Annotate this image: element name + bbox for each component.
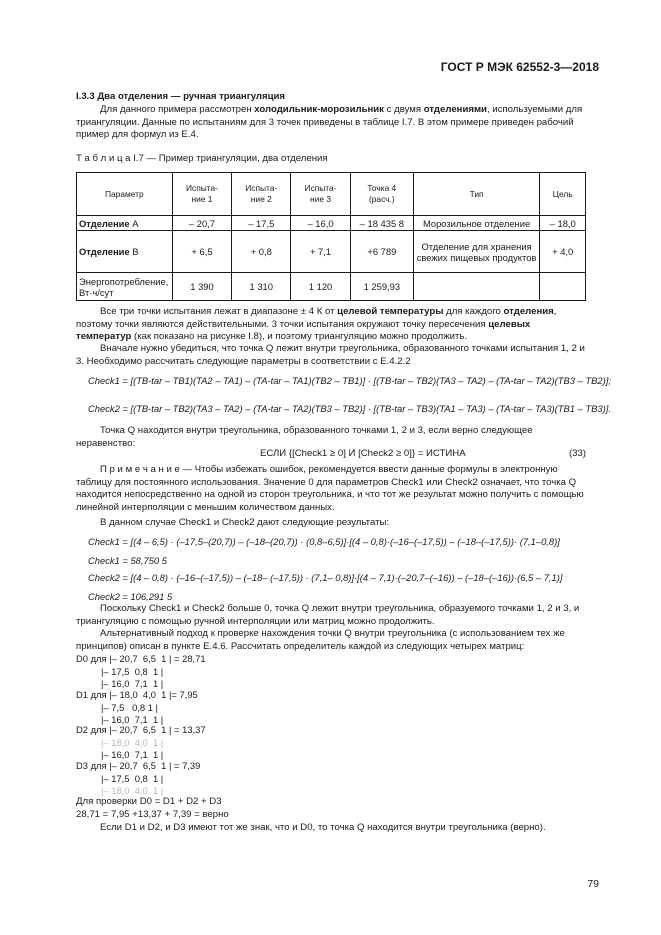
table-header-row [77,173,586,216]
table-header-cell: Параметр [77,173,173,216]
table-row [77,231,586,273]
determinant-row: |– 18,0 4,0 1 | [101,736,164,748]
inequality: ЕСЛИ {[Check1 ≥ 0] И [Check2 ≥ 0]} = ИСТИНА [260,448,466,459]
table-cell: 1 120 [291,273,351,301]
table-header-cell: Тип [413,173,540,216]
determinant-row: |– 16,0 7,1 1 | [101,714,164,725]
table-cell: – 18,0 [540,216,586,231]
determinant-label: D0 для |– 20,7 6,5 1 | = 28,71 [76,653,206,664]
table-cell [413,273,540,301]
table-cell: Отделение для хранения свежих пищевых продуктов [413,231,540,273]
determinant-d0 [76,653,206,691]
determinant-row: |– 18,0 4,0 1 | [101,785,164,796]
determinant-label: D3 для |– 20,7 6,5 1 | = 7,39 [76,760,201,771]
check-line: 28,71 = 7,95 +13,37 + 7,39 = верно [76,809,229,820]
table-row [77,273,586,301]
conclusion-paragraph: Поскольку Check1 и Check2 больше 0, точка Q лежит внутри треугольника, образуемого точками 1, 2 и 3, и триангуляцию с помощью ручной интерполяции или матриц можно продолжить. [76,603,580,627]
result-check1: Check1 = 58,750 5 [88,555,167,566]
document-header: ГОСТ Р МЭК 62552-3—2018 [440,60,599,74]
table-cell: – 16,0 [291,216,351,231]
check-label: Для проверки D0 = D1 + D2 + D3 [76,796,222,807]
determinant-d3 [76,760,200,798]
page-number: 79 [587,878,599,890]
triangulation-table [76,172,586,301]
result-check2: Check2 = 106,291 5 [88,591,173,602]
formula-check2: Check2 = [(TB-tar – TB2)(TA3 – TA2) – (TA-tar – TA2)(TB3 – TB2)] · [(TB-tar – TB3)(TA1 – TA3) – (TA-tar – TA3)(TB1 – TB3)]. [88,403,611,414]
determinant-label: D2 для |– 20,7 6,5 1 | = 13,37 [76,724,206,735]
table-header-cell: Цель [540,173,586,216]
row-label: Отделение В [77,231,173,273]
calc-check1: Check1 = [(4 – 6,5) · (–17,5–(20,7)) – (–18–(20,7)) · (0,8–6,5)]·[(4 – 0,8)·(–16–(–17,5)) – (–18–(–17,5))· (7,1–0,8)] [88,536,560,547]
table-cell: – 20,7 [172,216,232,231]
results-intro: В данном случае Check1 и Check2 дают следующие результаты: [100,517,390,528]
formula-check1: Check1 = [(TB-tar – TB1)(TA2 – TA1) – (TA-tar – TA1)(TB2 – TB1)] · [(TB-tar – TB2)(TA3 – TA2) – (TA-tar – TA2)(TB3 – TB2)]; [88,375,611,386]
table-cell: + 0,8 [232,231,291,273]
table-cell: – 17,5 [232,216,291,231]
intro-paragraph: Для данного примера рассмотрен холодильник-морозильник с двумя отделениями, используемыми для триангуляции. Данные по испытаниям для 3 точек приведены в таблице I.7. В этом примере приведен рабочий пример для формул из Е.4. [76,104,583,140]
table-header-cell: Испыта- ние 3 [291,173,351,216]
calc-check2: Check2 = [(4 – 0,8) · (–16–(–17,5)) – (–18– (–17,5)) · (7,1– 0,8)]·[(4 – 7,1)·(–20,7–(–16)) – (–18–(–16))·(6,5 – 7,1)] [88,572,563,583]
determinant-label: D1 для |– 18,0 4,0 1 |= 7,95 [76,689,198,700]
row-label: Отделение А [77,216,173,231]
table-cell [540,273,586,301]
determinant-row: |– 17,5 0,8 1 | [101,772,164,784]
row-label: Энергопотребление, Вт·ч/сут [77,273,173,301]
final-paragraph: Если D1 и D2, и D3 имеют тот же знак, что и D0, то точка Q находится внутри треугольника (верно). [100,822,546,833]
determinant-d1 [76,689,198,727]
table-cell: 1 259,93 [350,273,413,301]
table-header-cell: Точка 4 (расч.) [350,173,413,216]
determinant-row: |– 7,5 0,8 1 | [101,701,158,713]
note-paragraph: П р и м е ч а н и е — Чтобы избежать ошибок, рекомендуется ввести данные формулы в электронную таблицу для постоянного использования. Значение 0 для параметров Check1 или Check2 означает, что точка Q находится непосредственно на одной из сторон треугольника, и что тот же результат можно получить с помощью линейной интерполяции с меньшим количеством данных. [76,464,584,513]
table-row [77,216,586,231]
check-intro-paragraph: Вначале нужно убедиться, что точка Q лежит внутри треугольника, образованного точками испытания 1, 2 и 3. Необходимо рассчитать следующие параметры в соответствии с Е.4.2.2 [76,343,585,367]
table-header-cell: Испыта- ние 2 [232,173,291,216]
determinant-row: |– 16,0 7,1 1 | [101,678,164,689]
determinant-row: |– 16,0 7,1 1 | [101,749,164,760]
table-cell: Морозильное отделение [413,216,540,231]
determinant-d2 [76,724,206,762]
condition-paragraph: Точка Q находится внутри треугольника, образованного точками 1, 2 и 3, если верно следующее неравенство: [76,425,533,449]
table-cell: + 7,1 [291,231,351,273]
table-cell: +6 789 [350,231,413,273]
table-cell: + 6,5 [172,231,232,273]
section-title: I.3.3 Два отделения — ручная триангуляция [76,91,285,102]
determinant-row: |– 17,5 0,8 1 | [101,665,164,677]
table-cell: 1 390 [172,273,232,301]
equation-number: (33) [568,448,586,459]
table-cell: 1 310 [232,273,291,301]
validity-paragraph: Все три точки испытания лежат в диапазоне ± 4 К от целевой температуры для каждого отделения, поэтому точки являются действительными. 3 точки испытания окружают точку пересечения целевых температур (как показано на рисунке I.8), и поэтому триангуляцию можно продолжить. [76,306,557,342]
alternative-paragraph: Альтернативный подход к проверке нахождения точки Q внутри треугольника (с использованием тех же принципов) описан в пункте Е.4.6. Рассчитать определитель каждой из следующих четырех матриц: [76,628,565,652]
table-cell: + 4,0 [540,231,586,273]
table-cell: – 18 435 8 [350,216,413,231]
table-header-cell: Испыта- ние 1 [172,173,232,216]
table-caption: Т а б л и ц а I.7 — Пример триангуляции, два отделения [76,153,328,164]
